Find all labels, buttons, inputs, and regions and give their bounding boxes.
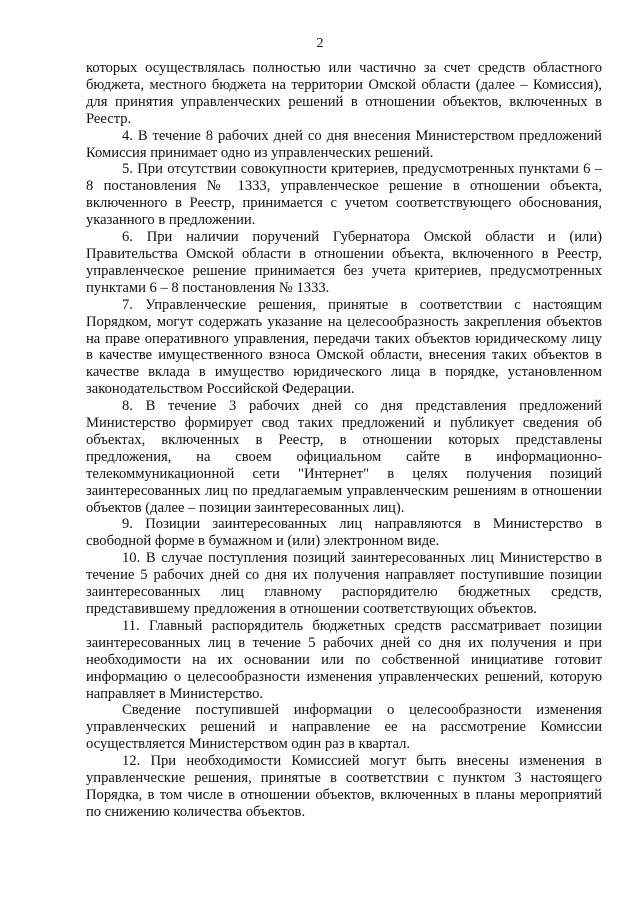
paragraph-item-6: 6. При наличии поручений Губернатора Омской области и (или) Правительства Омской области в отношении объекта, включенного в Реестр, управленческое решение принимается без учета критериев, предусмотренных пунктами 6 – 8 постановления № 1333.	[86, 229, 602, 296]
page-number: 2	[316, 36, 324, 51]
paragraph-item-9: 9. Позиции заинтересованных лиц направляются в Министерство в свободной форме в бумажном и (или) электронном виде.	[86, 516, 602, 550]
paragraph-item-10: 10. В случае поступления позиций заинтересованных лиц Министерство в течение 5 рабочих дней со дня их получения направляет поступившие позиции заинтересованных лиц главному распорядителю бюджетных средств, представившему предложения в отношении соответствующих объектов.	[86, 550, 602, 617]
paragraph-item-8: 8. В течение 3 рабочих дней со дня представления предложений Министерство формирует свод таких предложений и публикует сведения об объектах, включенных в Реестр, в отношении которых представлены предложения, на своем официальном сайте в информационно-телекоммуникационной сети "Интернет" в целях получения позиций заинтересованных лиц по предлагаемым управленческим решениям в отношении объектов (далее – позиции заинтересованных лиц).	[86, 398, 602, 516]
paragraph-item-11-note: Сведение поступившей информации о целесообразности изменения управленческих решений и направление ее на рассмотрение Комиссии осуществляется Министерством один раз в квартал.	[86, 702, 602, 753]
paragraph-item-4: 4. В течение 8 рабочих дней со дня внесения Министерством предложений Комиссия принимает одно из управленческих решений.	[86, 127, 602, 161]
paragraph-continuation: которых осуществлялась полностью или частично за счет средств областного бюджета, местного бюджета на территории Омской области (далее – Комиссия), для принятия управленческих решений в отношении объектов, включенных в Реестр.	[86, 60, 602, 127]
paragraph-item-5: 5. При отсутствии совокупности критериев, предусмотренных пунктами 6 – 8 постановления № 1333, управленческое решение в отношении объекта, включенного в Реестр, принимается с учетом соответствующего обоснования, указанного в предложении.	[86, 161, 602, 229]
paragraph-item-11: 11. Главный распорядитель бюджетных средств рассматривает позиции заинтересованных лиц в течение 5 рабочих дней со дня их получения и при необходимости на их основании или по собственной инициативе готовит информацию о целесообразности изменения управленческих решений, которую направляет в Министерство.	[86, 617, 602, 702]
document-body	[86, 60, 602, 821]
paragraph-item-7: 7. Управленческие решения, принятые в соответствии с настоящим Порядком, могут содержать указание на целесообразность закрепления объектов на праве оперативного управления, передачи таких объектов юридическому лицу в качестве имущественного взноса Омской области, внесения таких объектов в качестве вклада в имущество юридического лица в порядке, установленном законодательством Российской Федерации.	[86, 296, 602, 398]
paragraph-item-12: 12. При необходимости Комиссией могут быть внесены изменения в управленческие решения, принятые в соответствии с пунктом 3 настоящего Порядка, в том числе в отношении объектов, включенных в планы мероприятий по снижению количества объектов.	[86, 753, 602, 820]
